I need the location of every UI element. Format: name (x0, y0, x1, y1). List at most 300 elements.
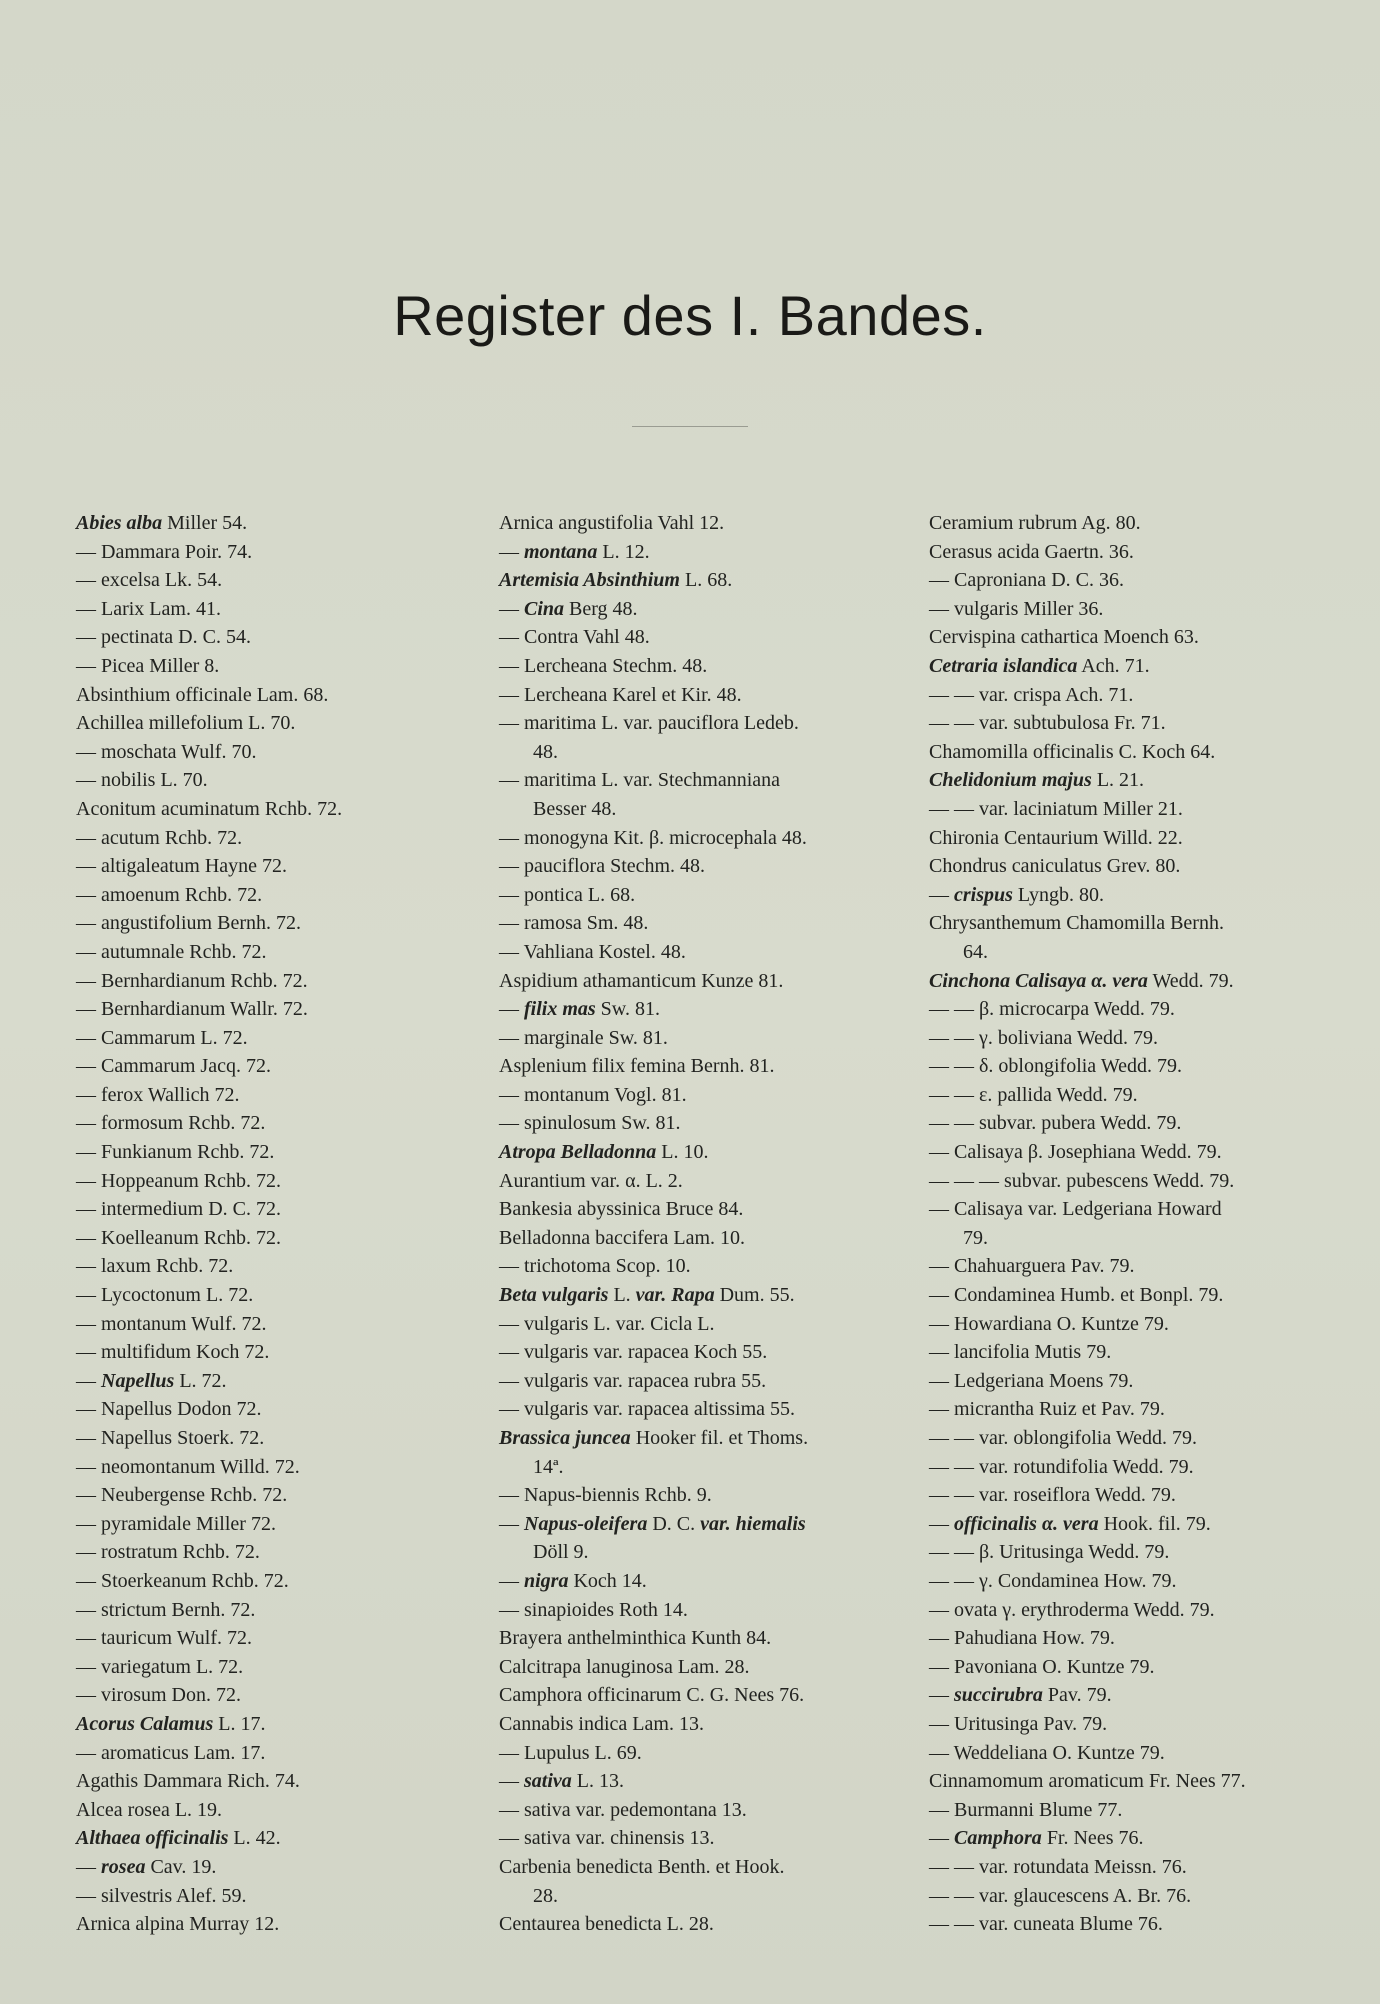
index-entry (929, 1081, 1319, 1110)
entry-text: — marginale Sw. 81. (499, 1026, 668, 1049)
entry-text: — Lupulus L. 69. (499, 1741, 642, 1764)
index-entry (499, 1510, 899, 1539)
entry-taxon: Beta vulgaris (499, 1284, 609, 1307)
entry-text: — Cammarum L. 72. (76, 1026, 248, 1049)
index-entry (499, 566, 899, 595)
index-entry (929, 995, 1319, 1024)
index-entry (499, 1596, 899, 1625)
entry-text: — moschata Wulf. 70. (76, 740, 257, 763)
entry-text: Centaurea benedicta L. 28. (499, 1913, 714, 1936)
index-entry (76, 1224, 476, 1253)
entry-text: Cerasus acida Gaertn. 36. (929, 540, 1134, 563)
index-entry (499, 1824, 899, 1853)
index-entry (499, 1653, 899, 1682)
entry-text: — sinapioides Roth 14. (499, 1598, 688, 1621)
entry-text: Aurantium var. α. L. 2. (499, 1169, 683, 1192)
index-entry (929, 738, 1319, 767)
index-entry (76, 938, 476, 967)
index-entry (499, 795, 899, 824)
index-entry (499, 1224, 899, 1253)
index-entry (499, 709, 899, 738)
entry-text: 14ª. (533, 1455, 564, 1478)
index-entry (76, 1424, 476, 1453)
index-entry (929, 1510, 1319, 1539)
index-entry (76, 1481, 476, 1510)
index-entry (499, 1252, 899, 1281)
entry-text: — Howardiana O. Kuntze 79. (929, 1312, 1169, 1335)
index-entry (929, 1681, 1319, 1710)
index-entry (499, 1739, 899, 1768)
index-entry (76, 1453, 476, 1482)
index-entry (76, 1824, 476, 1853)
index-entry (499, 1167, 899, 1196)
title-divider (632, 426, 748, 427)
index-entry (76, 1109, 476, 1138)
index-entry (929, 652, 1319, 681)
index-entry (76, 1739, 476, 1768)
entry-text: L. 12. (597, 540, 650, 563)
index-entry (76, 995, 476, 1024)
entry-text: — — var. laciniatum Miller 21. (929, 797, 1183, 820)
entry-text: Aspidium athamanticum Kunze 81. (499, 969, 784, 992)
entry-text: Ach. 71. (1077, 654, 1150, 677)
entry-text: Bankesia abyssinica Bruce 84. (499, 1198, 744, 1221)
index-column-2 (499, 509, 899, 1939)
index-entry (929, 1538, 1319, 1567)
entry-text: L. 10. (656, 1141, 709, 1164)
entry-text: — — var. cuneata Blume 76. (929, 1913, 1163, 1936)
entry-text: — multifidum Koch 72. (76, 1341, 270, 1364)
index-entry (76, 1510, 476, 1539)
index-column-1 (76, 509, 476, 1939)
entry-text: Brayera anthelminthica Kunth 84. (499, 1627, 772, 1650)
entry-text: Cinnamomum aromaticum Fr. Nees 77. (929, 1770, 1246, 1793)
index-entry (929, 1395, 1319, 1424)
index-entry (499, 967, 899, 996)
entry-text: — — γ. Condaminea How. 79. (929, 1569, 1177, 1592)
entry-text: — angustifolium Bernh. 72. (76, 912, 301, 935)
index-entry (929, 824, 1319, 853)
index-entry (499, 938, 899, 967)
entry-text: Cav. 19. (145, 1855, 217, 1878)
index-entry (76, 1395, 476, 1424)
index-entry (499, 1767, 899, 1796)
index-entry (76, 1796, 476, 1825)
entry-text: L. 13. (571, 1770, 624, 1793)
entry-text: L. (608, 1284, 636, 1307)
entry-text: — Contra Vahl 48. (499, 626, 650, 649)
index-entry (929, 1252, 1319, 1281)
index-entry (929, 1739, 1319, 1768)
index-entry (76, 566, 476, 595)
entry-taxon: officinalis α. vera (954, 1512, 1099, 1535)
index-entry (76, 595, 476, 624)
index-entry (76, 1310, 476, 1339)
entry-text: — — var. rotundata Meissn. 76. (929, 1855, 1187, 1878)
index-entry (76, 652, 476, 681)
index-entry (929, 909, 1319, 938)
index-entry (76, 967, 476, 996)
entry-taxon: Cetraria islandica (929, 654, 1078, 677)
index-entry (929, 1853, 1319, 1882)
entry-text: 28. (533, 1884, 558, 1907)
index-entry (929, 881, 1319, 910)
entry-text: Aconitum acuminatum Rchb. 72. (76, 797, 343, 820)
entry-text: — silvestris Alef. 59. (76, 1884, 247, 1907)
entry-text: — maritima L. var. pauciflora Ledeb. (499, 712, 799, 735)
entry-text: — vulgaris var. rapacea Koch 55. (499, 1341, 768, 1364)
entry-text: — vulgaris var. rapacea altissima 55. (499, 1398, 796, 1421)
entry-text: Alcea rosea L. 19. (76, 1798, 223, 1821)
entry-dash: — (499, 1569, 524, 1592)
entry-text: — — β. Uritusinga Wedd. 79. (929, 1541, 1170, 1564)
entry-text: — Caproniana D. C. 36. (929, 569, 1124, 592)
entry-text: — amoenum Rchb. 72. (76, 883, 263, 906)
index-entry (929, 1624, 1319, 1653)
index-entry (929, 709, 1319, 738)
entry-text: 48. (533, 740, 558, 763)
entry-taxon: Camphora (954, 1827, 1042, 1850)
index-entry (929, 1224, 1319, 1253)
index-entry (76, 1052, 476, 1081)
entry-taxon: Althaea officinalis (76, 1827, 229, 1850)
entry-text: — Napus-biennis Rchb. 9. (499, 1484, 712, 1507)
entry-text: Lyngb. 80. (1012, 883, 1105, 906)
index-entry (499, 738, 899, 767)
entry-text: Pav. 79. (1042, 1684, 1112, 1707)
index-entry (929, 795, 1319, 824)
entry-text: Fr. Nees 76. (1041, 1827, 1144, 1850)
index-entry (499, 595, 899, 624)
index-entry (499, 1681, 899, 1710)
entry-text: Döll 9. (533, 1541, 589, 1564)
entry-text: — — γ. boliviana Wedd. 79. (929, 1026, 1159, 1049)
index-entry (499, 1081, 899, 1110)
entry-taxon: Cinchona Calisaya α. vera (929, 969, 1148, 992)
entry-taxon: succirubra (954, 1684, 1043, 1707)
entry-text: — Bernhardianum Rchb. 72. (76, 969, 308, 992)
entry-text: L. 21. (1091, 769, 1145, 792)
entry-text: — neomontanum Willd. 72. (76, 1455, 300, 1478)
index-entry (76, 1653, 476, 1682)
entry-taxon: Brassica juncea (499, 1427, 631, 1449)
index-entry (76, 1882, 476, 1911)
entry-taxon: rosea (101, 1855, 146, 1878)
index-entry (499, 1052, 899, 1081)
entry-taxon: Chelidonium majus (929, 769, 1092, 792)
entry-text: — sativa var. chinensis 13. (499, 1827, 715, 1850)
index-entry (929, 1481, 1319, 1510)
entry-text: — lancifolia Mutis 79. (929, 1341, 1112, 1364)
index-entry (76, 1367, 476, 1396)
index-entry (76, 1767, 476, 1796)
entry-text: — excelsa Lk. 54. (76, 569, 223, 592)
entry-text: — montanum Wulf. 72. (76, 1312, 267, 1335)
index-entry (929, 1453, 1319, 1482)
entry-text: — Calisaya var. Ledgeriana Howard (929, 1198, 1222, 1221)
entry-text: Dum. 55. (714, 1284, 795, 1307)
index-entry (929, 1367, 1319, 1396)
entry-text: — pontica L. 68. (499, 883, 636, 906)
index-entry (499, 1710, 899, 1739)
entry-text: — Koelleanum Rchb. 72. (76, 1226, 281, 1249)
index-entry (499, 995, 899, 1024)
index-entry (76, 1081, 476, 1110)
entry-text: Camphora officinarum C. G. Nees 76. (499, 1684, 805, 1707)
entry-text: Cervispina cathartica Moench 63. (929, 626, 1199, 649)
index-entry (76, 824, 476, 853)
entry-text: — intermedium D. C. 72. (76, 1198, 281, 1221)
entry-text: — — subvar. pubera Wedd. 79. (929, 1112, 1182, 1135)
entry-text: — virosum Don. 72. (76, 1684, 241, 1707)
index-entry (929, 1596, 1319, 1625)
entry-text: — altigaleatum Hayne 72. (76, 855, 288, 878)
entry-text: — Condaminea Humb. et Bonpl. 79. (929, 1284, 1224, 1307)
index-entry (76, 1710, 476, 1739)
entry-text: Miller 54. (162, 512, 248, 534)
entry-text: — Pahudiana How. 79. (929, 1627, 1115, 1650)
entry-text: Besser 48. (533, 797, 617, 820)
entry-text: — Napellus Stoerk. 72. (76, 1427, 265, 1449)
index-entry (76, 766, 476, 795)
entry-text: — — — subvar. pubescens Wedd. 79. (929, 1169, 1235, 1192)
entry-text: — Larix Lam. 41. (76, 597, 221, 620)
entry-text: — Bernhardianum Wallr. 72. (76, 998, 308, 1021)
entry-text: — laxum Rchb. 72. (76, 1255, 234, 1278)
entry-text: — Lercheana Stechm. 48. (499, 654, 708, 677)
entry-text: — acutum Rchb. 72. (76, 826, 243, 849)
index-entry (929, 1910, 1319, 1939)
index-entry (929, 1882, 1319, 1911)
entry-text: — Neubergense Rchb. 72. (76, 1484, 288, 1507)
entry-text: Sw. 81. (595, 998, 660, 1021)
index-entry (499, 1538, 899, 1567)
entry-text: D. C. (647, 1512, 701, 1535)
entry-text: — Funkianum Rchb. 72. (76, 1141, 275, 1164)
index-entry (76, 509, 476, 538)
index-entry (499, 1138, 899, 1167)
index-entry (499, 1281, 899, 1310)
index-entry (76, 1681, 476, 1710)
index-entry (499, 1195, 899, 1224)
entry-text: — ferox Wallich 72. (76, 1083, 240, 1106)
index-entry (499, 623, 899, 652)
entry-text: Hook. fil. 79. (1098, 1512, 1211, 1535)
entry-text: — — var. subtubulosa Fr. 71. (929, 712, 1166, 735)
entry-text: — monogyna Kit. β. microcephala 48. (499, 826, 807, 849)
entry-taxon: sativa (524, 1770, 572, 1793)
entry-taxon: Abies alba (76, 512, 163, 534)
index-entry (499, 509, 899, 538)
index-entry (76, 1624, 476, 1653)
entry-text: — pauciflora Stechm. 48. (499, 855, 706, 878)
entry-dash: — (499, 998, 524, 1021)
entry-text: — Pavoniana O. Kuntze 79. (929, 1655, 1155, 1678)
entry-text: — pectinata D. C. 54. (76, 626, 251, 649)
index-entry (76, 1167, 476, 1196)
entry-dash: — (499, 597, 524, 620)
entry-text: — Uritusinga Pav. 79. (929, 1712, 1108, 1735)
entry-text: — — ε. pallida Wedd. 79. (929, 1083, 1138, 1106)
entry-taxon: Acorus Calamus (76, 1712, 214, 1735)
entry-text: — — var. oblongifolia Wedd. 79. (929, 1427, 1197, 1449)
entry-text: — maritima L. var. Stechmanniana (499, 769, 781, 792)
entry-dash: — (499, 1770, 524, 1793)
entry-text: — — var. roseiflora Wedd. 79. (929, 1484, 1176, 1507)
entry-text: — vulgaris Miller 36. (929, 597, 1104, 620)
index-entry (929, 1767, 1319, 1796)
entry-text: — Stoerkeanum Rchb. 72. (76, 1569, 289, 1592)
index-entry (499, 766, 899, 795)
entry-text: Chrysanthemum Chamomilla Bernh. (929, 912, 1224, 935)
entry-text: — Picea Miller 8. (76, 654, 220, 677)
index-entry (76, 1596, 476, 1625)
entry-text: 64. (963, 940, 988, 963)
index-entry (76, 1281, 476, 1310)
entry-text: — Burmanni Blume 77. (929, 1798, 1123, 1821)
entry-text: Ceramium rubrum Ag. 80. (929, 512, 1141, 534)
entry-text: — — δ. oblongifolia Wedd. 79. (929, 1055, 1182, 1078)
entry-taxon: var. Rapa (635, 1284, 715, 1307)
index-entry (929, 766, 1319, 795)
entry-taxon: nigra (524, 1569, 569, 1592)
index-entry (76, 881, 476, 910)
entry-text: Hooker fil. et Thoms. (630, 1427, 809, 1449)
index-entry (499, 881, 899, 910)
index-entry (76, 709, 476, 738)
entry-taxon: Napellus (101, 1369, 175, 1392)
index-entry (499, 1910, 899, 1939)
index-entry (499, 1624, 899, 1653)
index-entry (929, 509, 1319, 538)
index-entry (499, 681, 899, 710)
index-entry (929, 623, 1319, 652)
entry-text: — aromaticus Lam. 17. (76, 1741, 266, 1764)
entry-text: — Calisaya β. Josephiana Wedd. 79. (929, 1141, 1222, 1164)
index-entry (499, 652, 899, 681)
index-entry (499, 1109, 899, 1138)
index-entry (499, 1453, 899, 1482)
entry-text: — Hoppeanum Rchb. 72. (76, 1169, 281, 1192)
entry-text: — tauricum Wulf. 72. (76, 1627, 253, 1650)
entry-text: — micrantha Ruiz et Pav. 79. (929, 1398, 1165, 1421)
index-entry (499, 538, 899, 567)
entry-dash: — (929, 1827, 954, 1850)
entry-text: — vulgaris var. rapacea rubra 55. (499, 1369, 767, 1392)
entry-taxon: Artemisia Absinthium (499, 569, 680, 592)
entry-text: Absinthium officinale Lam. 68. (76, 683, 329, 706)
entry-text: — Napellus Dodon 72. (76, 1398, 262, 1421)
entry-text: Carbenia benedicta Benth. et Hook. (499, 1855, 785, 1878)
entry-text: — spinulosum Sw. 81. (499, 1112, 681, 1135)
index-entry (76, 1538, 476, 1567)
entry-text: — Dammara Poir. 74. (76, 540, 253, 563)
entry-text: — Lycoctonum L. 72. (76, 1284, 254, 1307)
index-entry (929, 938, 1319, 967)
entry-text: — formosum Rchb. 72. (76, 1112, 266, 1135)
index-entry (929, 1796, 1319, 1825)
entry-text: Agathis Dammara Rich. 74. (76, 1770, 300, 1793)
index-entry (929, 1052, 1319, 1081)
index-entry (76, 1338, 476, 1367)
entry-text: — Vahliana Kostel. 48. (499, 940, 686, 963)
index-entry (929, 681, 1319, 710)
index-entry (499, 909, 899, 938)
entry-text: — strictum Bernh. 72. (76, 1598, 256, 1621)
entry-text: — variegatum L. 72. (76, 1655, 244, 1678)
index-entry (76, 909, 476, 938)
entry-text: Cannabis indica Lam. 13. (499, 1712, 704, 1735)
entry-text: — Ledgeriana Moens 79. (929, 1369, 1134, 1392)
index-entry (929, 1281, 1319, 1310)
index-entry (499, 1853, 899, 1882)
entry-text: Asplenium filix femina Bernh. 81. (499, 1055, 775, 1078)
entry-text: Berg 48. (564, 597, 638, 620)
entry-text: — ovata γ. erythroderma Wedd. 79. (929, 1598, 1215, 1621)
entry-text: — rostratum Rchb. 72. (76, 1541, 260, 1564)
index-entry (499, 1481, 899, 1510)
entry-text: 79. (963, 1226, 988, 1249)
entry-taxon: Atropa Belladonna (499, 1141, 657, 1164)
entry-taxon: crispus (954, 883, 1013, 906)
entry-dash: — (499, 540, 524, 563)
entry-text: — sativa var. pedemontana 13. (499, 1798, 747, 1821)
entry-dash: — (76, 1855, 101, 1878)
entry-text: Achillea millefolium L. 70. (76, 712, 296, 735)
entry-text: — — var. crispa Ach. 71. (929, 683, 1134, 706)
index-entry (76, 852, 476, 881)
index-entry (929, 595, 1319, 624)
entry-dash: — (499, 1512, 524, 1535)
entry-text: Arnica alpina Murray 12. (76, 1913, 280, 1936)
entry-text: — — β. microcarpa Wedd. 79. (929, 998, 1175, 1021)
entry-text: Wedd. 79. (1147, 969, 1234, 992)
index-entry (929, 1310, 1319, 1339)
entry-text: — Lercheana Karel et Kir. 48. (499, 683, 742, 706)
entry-taxon: var. hiemalis (700, 1512, 806, 1535)
index-entry (929, 1024, 1319, 1053)
index-entry (499, 1310, 899, 1339)
index-entry (499, 824, 899, 853)
entry-text: — autumnale Rchb. 72. (76, 940, 267, 963)
index-entry (929, 967, 1319, 996)
entry-dash: — (929, 883, 954, 906)
entry-dash: — (929, 1512, 954, 1535)
index-entry (929, 1653, 1319, 1682)
index-entry (929, 852, 1319, 881)
index-entry (76, 1138, 476, 1167)
index-entry (499, 1338, 899, 1367)
entry-dash: — (76, 1369, 101, 1392)
entry-text: — — var. rotundifolia Wedd. 79. (929, 1455, 1194, 1478)
entry-dash: — (929, 1684, 954, 1707)
entry-text: Calcitrapa lanuginosa Lam. 28. (499, 1655, 750, 1678)
entry-taxon: Napus-oleifera (524, 1512, 648, 1535)
index-entry (499, 1424, 899, 1453)
entry-text: — Chahuarguera Pav. 79. (929, 1255, 1135, 1278)
entry-text: — trichotoma Scop. 10. (499, 1255, 691, 1278)
entry-text: Belladonna baccifera Lam. 10. (499, 1226, 745, 1249)
entry-text: — nobilis L. 70. (76, 769, 208, 792)
entry-text: Koch 14. (568, 1569, 647, 1592)
page-title: Register des I. Bandes. (393, 284, 987, 347)
entry-text: L. 17. (213, 1712, 266, 1735)
entry-text: L. 42. (228, 1827, 281, 1850)
entry-taxon: filix mas (524, 998, 596, 1021)
index-entry (76, 623, 476, 652)
entry-taxon: montana (524, 540, 598, 563)
index-entry (929, 1424, 1319, 1453)
